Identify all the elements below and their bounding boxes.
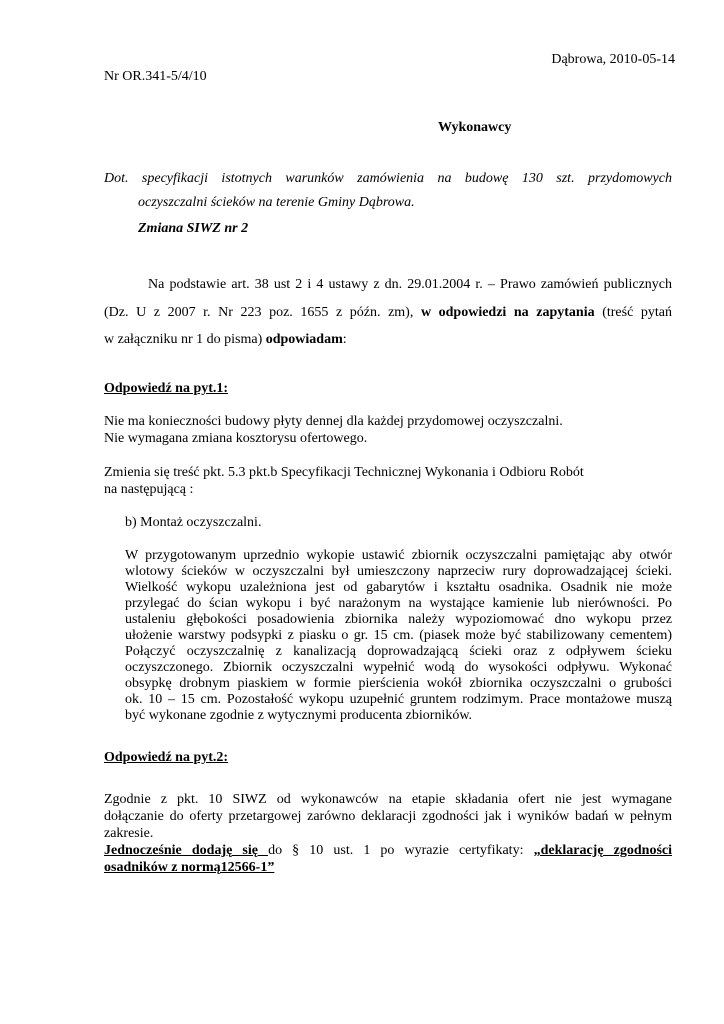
intro-bold-answers: w odpowiedzi na zapytania [420,305,595,320]
subject-line-2: oczyszczalni ścieków na terenie Gminy Dąbrowa. [138,195,415,210]
intro-line-3 [104,332,347,348]
mounting-line: W przygotowanym uprzednio wykopie ustawić zbiornik oczyszczalni pamiętając aby otwór [125,548,672,563]
mounting-line: ustaleniu głębokości posadowienia zbiornika należy wypoziomować dno wykopu przez [125,612,672,627]
addition-bold-text: Jednocześnie dodaję się [104,843,269,858]
answer-2-line-5 [104,860,274,876]
subject-line-1: Dot. specyfikacji istotnych warunków zamówienia na budowę 130 szt. przydomowych [104,171,672,186]
intro-line-1: Na podstawie art. 38 ust 2 i 4 ustawy z dn. 29.01.2004 r. – Prawo zamówień publicznych [148,277,672,292]
answer-1-line-3: Zmienia się treść pkt. 5.3 pkt.b Specyfikacji Technicznej Wykonania i Odbioru Robót [104,465,584,480]
answer-2-heading: Odpowiedź na pyt.2: [104,750,229,765]
mounting-line: ułożenie warstwy podsypki z piasku o gr. 15 cm. (piasek może być stabilizowany cementem) [125,628,672,643]
answer-1-heading: Odpowiedź na pyt.1: [104,381,229,396]
mounting-line: Wielkość wykopu uzależniona jest od gabarytów i kształtu osadnika. Osadnik nie może [125,580,672,595]
reference-number: Nr OR.341-5/4/10 [104,69,207,84]
mounting-line: wlotowy ścieków w oczyszczalni był umieszczony naprzeciw rury doprowadzającej ścieki. [125,564,672,579]
answer-2-line-3: zakresie. [104,826,154,841]
intro-colon: : [342,332,347,347]
declaration-bold-text-cont: osadników z normą12566-1” [104,860,275,875]
answer-2-line-4 [104,843,672,859]
answer-2-line-1: Zgodnie z pkt. 10 SIWZ od wykonawców na etapie składania ofert nie jest wymagane [104,792,672,807]
addition-text: do § 10 ust. 1 po wyrazie certyfikaty: [268,843,534,858]
intro-line-2 [104,305,672,321]
intro-text-a: (Dz. U z 2007 r. Nr 223 poz. 1655 z późn. zm), [104,305,421,320]
recipient: Wykonawcy [438,120,512,135]
mounting-paragraph [125,548,672,724]
place-date: Dąbrowa, 2010-05-14 [551,52,675,67]
mounting-line: Połączyć oczyszczalnię z kanalizacją doprowadzającą ścieki oraz z odpływem ścieku [125,644,672,659]
answer-2-line-2: dołączanie do oferty przetargowej zarówno deklaracji zgodności jak i wyników badań w pełnym [104,809,672,824]
mounting-line: być wykonane zgodnie z wytycznymi producenta zbiorników. [125,708,473,723]
mounting-line: oczyszczonego. Zbiornik oczyszczalni wypełnić wodą do wysokości odpływu. Wykonać [125,660,672,675]
answer-1-line-4: na następującą : [104,482,194,497]
mounting-line: obsypkę drobnym piaskiem w formie pierścienia wokół zbiornika oczyszczalni o grubości [125,676,672,691]
mounting-line: przylegać do ścian wykopu i być narażonym na wystające kamienie lub nierówności. Po [125,596,672,611]
intro-text-d: w załączniku nr 1 do pisma) [104,332,266,347]
mounting-line: ok. 10 – 15 cm. Pozostałość wykopu uzupełnić gruntem rodzimym. Prace montażowe muszą [125,692,672,707]
answer-1-line-1: Nie ma konieczności budowy płyty dennej dla każdej przydomowej oczyszczalni. [104,414,563,429]
intro-bold-reply: odpowiadam [265,332,343,347]
intro-text-c: (treść pytań [594,305,672,320]
mounting-subheading: b) Montaż oczyszczalni. [125,515,262,530]
siwz-change-title: Zmiana SIWZ nr 2 [138,221,249,236]
answer-1-line-2: Nie wymagana zmiana kosztorysu ofertowego. [104,431,368,446]
declaration-bold-text: „deklarację zgodności [533,843,672,858]
